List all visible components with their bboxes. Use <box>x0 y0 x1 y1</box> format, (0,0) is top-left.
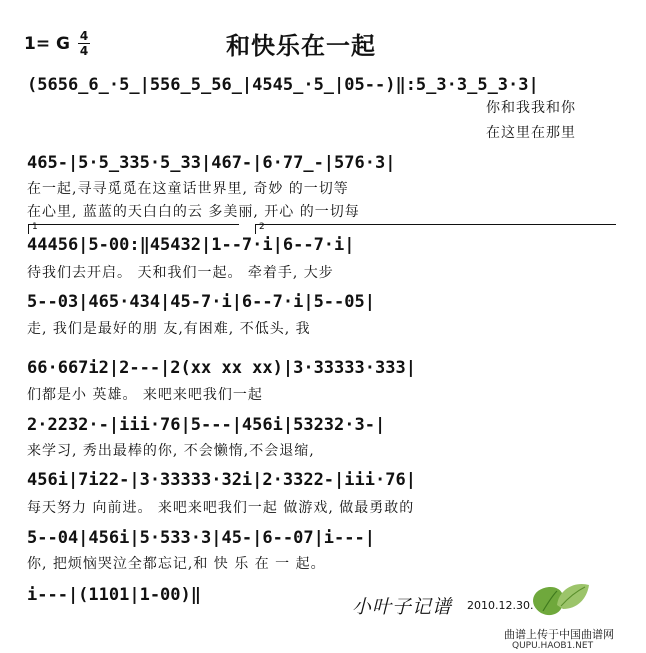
volta-1 <box>28 224 239 234</box>
volta-2-label: 2 <box>259 222 265 232</box>
lyrics-7: 每天努力 向前进。 来吧来吧我们一起 做游戏, 做最勇敢的 <box>27 500 415 516</box>
transcription-date: 2010.12.30. <box>467 599 534 612</box>
lyrics-3: 待我们去开启。 天和我们一起。 牵着手, 大步 <box>27 265 334 281</box>
volta-1-label: 1 <box>32 222 38 232</box>
lyrics-1b: 在这里在那里 <box>486 125 576 141</box>
footer-site: 曲谱上传于中国曲谱网 <box>504 628 614 641</box>
score-line-7: 456i|7i22-|3·33333·32i|2·3322-|iii·76| <box>27 470 416 490</box>
lyrics-1a: 你和我我和你 <box>486 100 576 116</box>
lyrics-4: 走, 我们是最好的朋 友,有困难, 不低头, 我 <box>27 321 311 337</box>
score-line-9: i---|(1101|1-00)‖ <box>27 585 201 605</box>
lyrics-8: 你, 把烦恼哭泣全都忘记,和 快 乐 在 一 起。 <box>27 556 326 572</box>
tea-leaf-icon <box>523 575 593 620</box>
score-line-6: 2·2232·-|iii·76|5---|456i|53232·3-| <box>27 415 386 435</box>
score-line-3: 44456|5-00:‖45432|1--7·i|6--7·i| <box>27 235 355 255</box>
meter-top: 4 <box>79 29 89 43</box>
score-line-5: 66·667i2|2---|2(xx xx xx)|3·33333·333| <box>27 358 416 378</box>
score-line-4: 5--03|465·434|45-7·i|6--7·i|5--05| <box>27 292 375 312</box>
time-signature <box>78 30 90 57</box>
song-title: 和快乐在一起 <box>226 32 376 60</box>
lyrics-2b: 在心里, 蓝蓝的天白白的云 多美丽, 开心 的一切每 <box>27 204 360 220</box>
key-signature: 1= G <box>24 34 70 54</box>
volta-2 <box>255 224 616 234</box>
lyrics-6: 来学习, 秀出最棒的你, 不会懒惰,不会退缩, <box>27 443 315 459</box>
score-line-8: 5--04|456i|5·533·3|45-|6--07|i---| <box>27 528 375 548</box>
meter-bottom: 4 <box>79 44 89 58</box>
score-line-1: (5656̲6̲·5̲|556̲5̲56̲|4545̲·5̲|05--)‖:5̲3·3̲5̲3·3| <box>27 75 539 95</box>
lyrics-2a: 在一起,寻寻觅觅在这童话世界里, 奇妙 的一切等 <box>27 181 349 197</box>
footer-url: QUPU.HAOB1.NET <box>512 641 594 651</box>
lyrics-5: 们都是小 英雄。 来吧来吧我们一起 <box>27 387 263 403</box>
score-line-2: 465-|5·5̲335·5̲33|467-|6·77̲-|576·3| <box>27 153 396 173</box>
transcriber-credit: 小叶子记谱 <box>352 596 453 618</box>
